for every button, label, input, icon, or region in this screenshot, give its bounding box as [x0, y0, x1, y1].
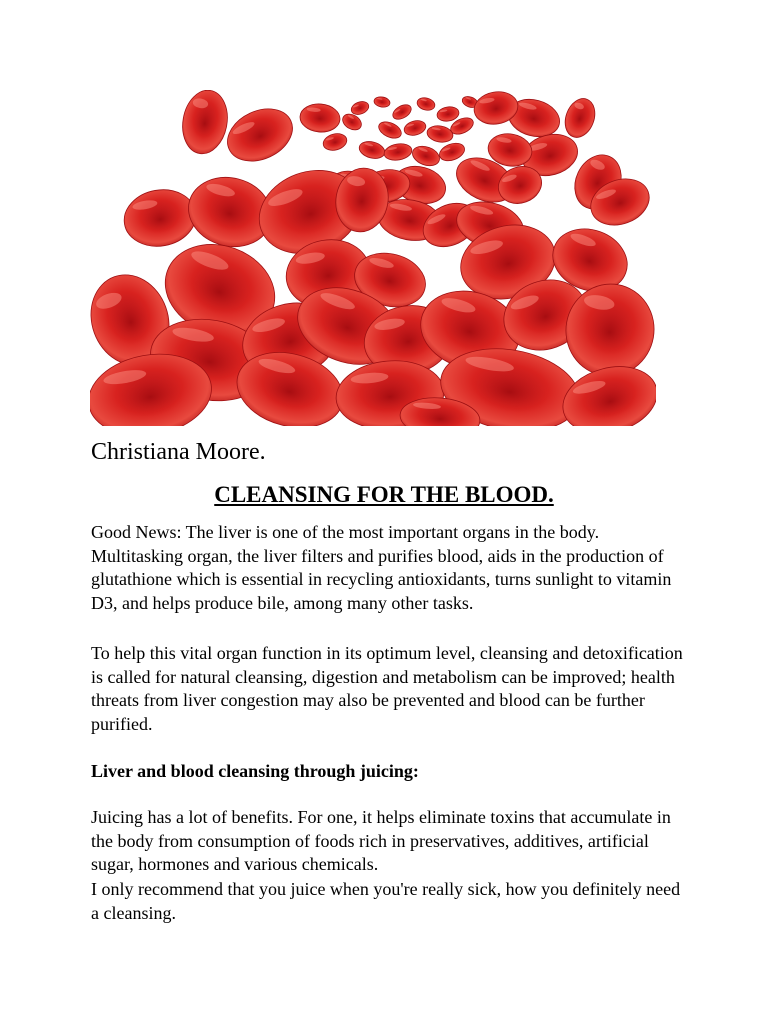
blood-cell — [376, 119, 404, 142]
blood-cell — [390, 102, 413, 122]
recommendation-paragraph: I only recommend that you juice when you're really sick, how you definitely need a cleansing. — [91, 879, 681, 923]
blood-cell — [403, 118, 428, 137]
blood-cell — [416, 96, 436, 112]
blood-cells-image — [90, 90, 656, 426]
cleansing-paragraph: To help this vital organ function in its optimum level, cleansing and detoxification is called for natural cleansing, digestion and metabolism can be improved; health threats from liver congestion may also be prevented and blood can be further purified. — [91, 643, 683, 734]
blood-cell — [349, 99, 370, 116]
blood-cell — [426, 124, 454, 144]
blood-cell — [178, 90, 232, 157]
blood-cell — [373, 96, 390, 109]
blood-cell — [299, 102, 341, 133]
blood-cells-illustration — [90, 90, 656, 426]
document-title: CLEANSING FOR THE BLOOD. — [214, 482, 554, 507]
blood-cell — [219, 99, 301, 171]
blood-cell — [560, 94, 600, 141]
blood-cell — [120, 184, 201, 252]
intro-paragraph: Good News: The liver is one of the most important organs in the body. Multitasking organ, the liver filters and purifies blood, aids in the production of glutathione which is essential in recycling antioxidants, turns sunlight to vitamin D3, and helps produce bile, among many other tasks. — [91, 522, 672, 613]
blood-cell — [321, 131, 348, 153]
author-name: Christiana Moore. — [91, 439, 266, 465]
blood-cell — [410, 143, 442, 169]
blood-cell — [357, 139, 386, 161]
blood-cell — [436, 105, 460, 123]
section-heading: Liver and blood cleansing through juicing: — [91, 761, 419, 781]
juicing-benefits-paragraph: Juicing has a lot of benefits. For one, it helps eliminate toxins that accumulate in the body from consumption of foods rich in preservatives, additives, artificial sugar, hormones and various chemicals. — [91, 807, 671, 874]
blood-cell — [383, 142, 413, 163]
blood-cell — [437, 140, 467, 164]
